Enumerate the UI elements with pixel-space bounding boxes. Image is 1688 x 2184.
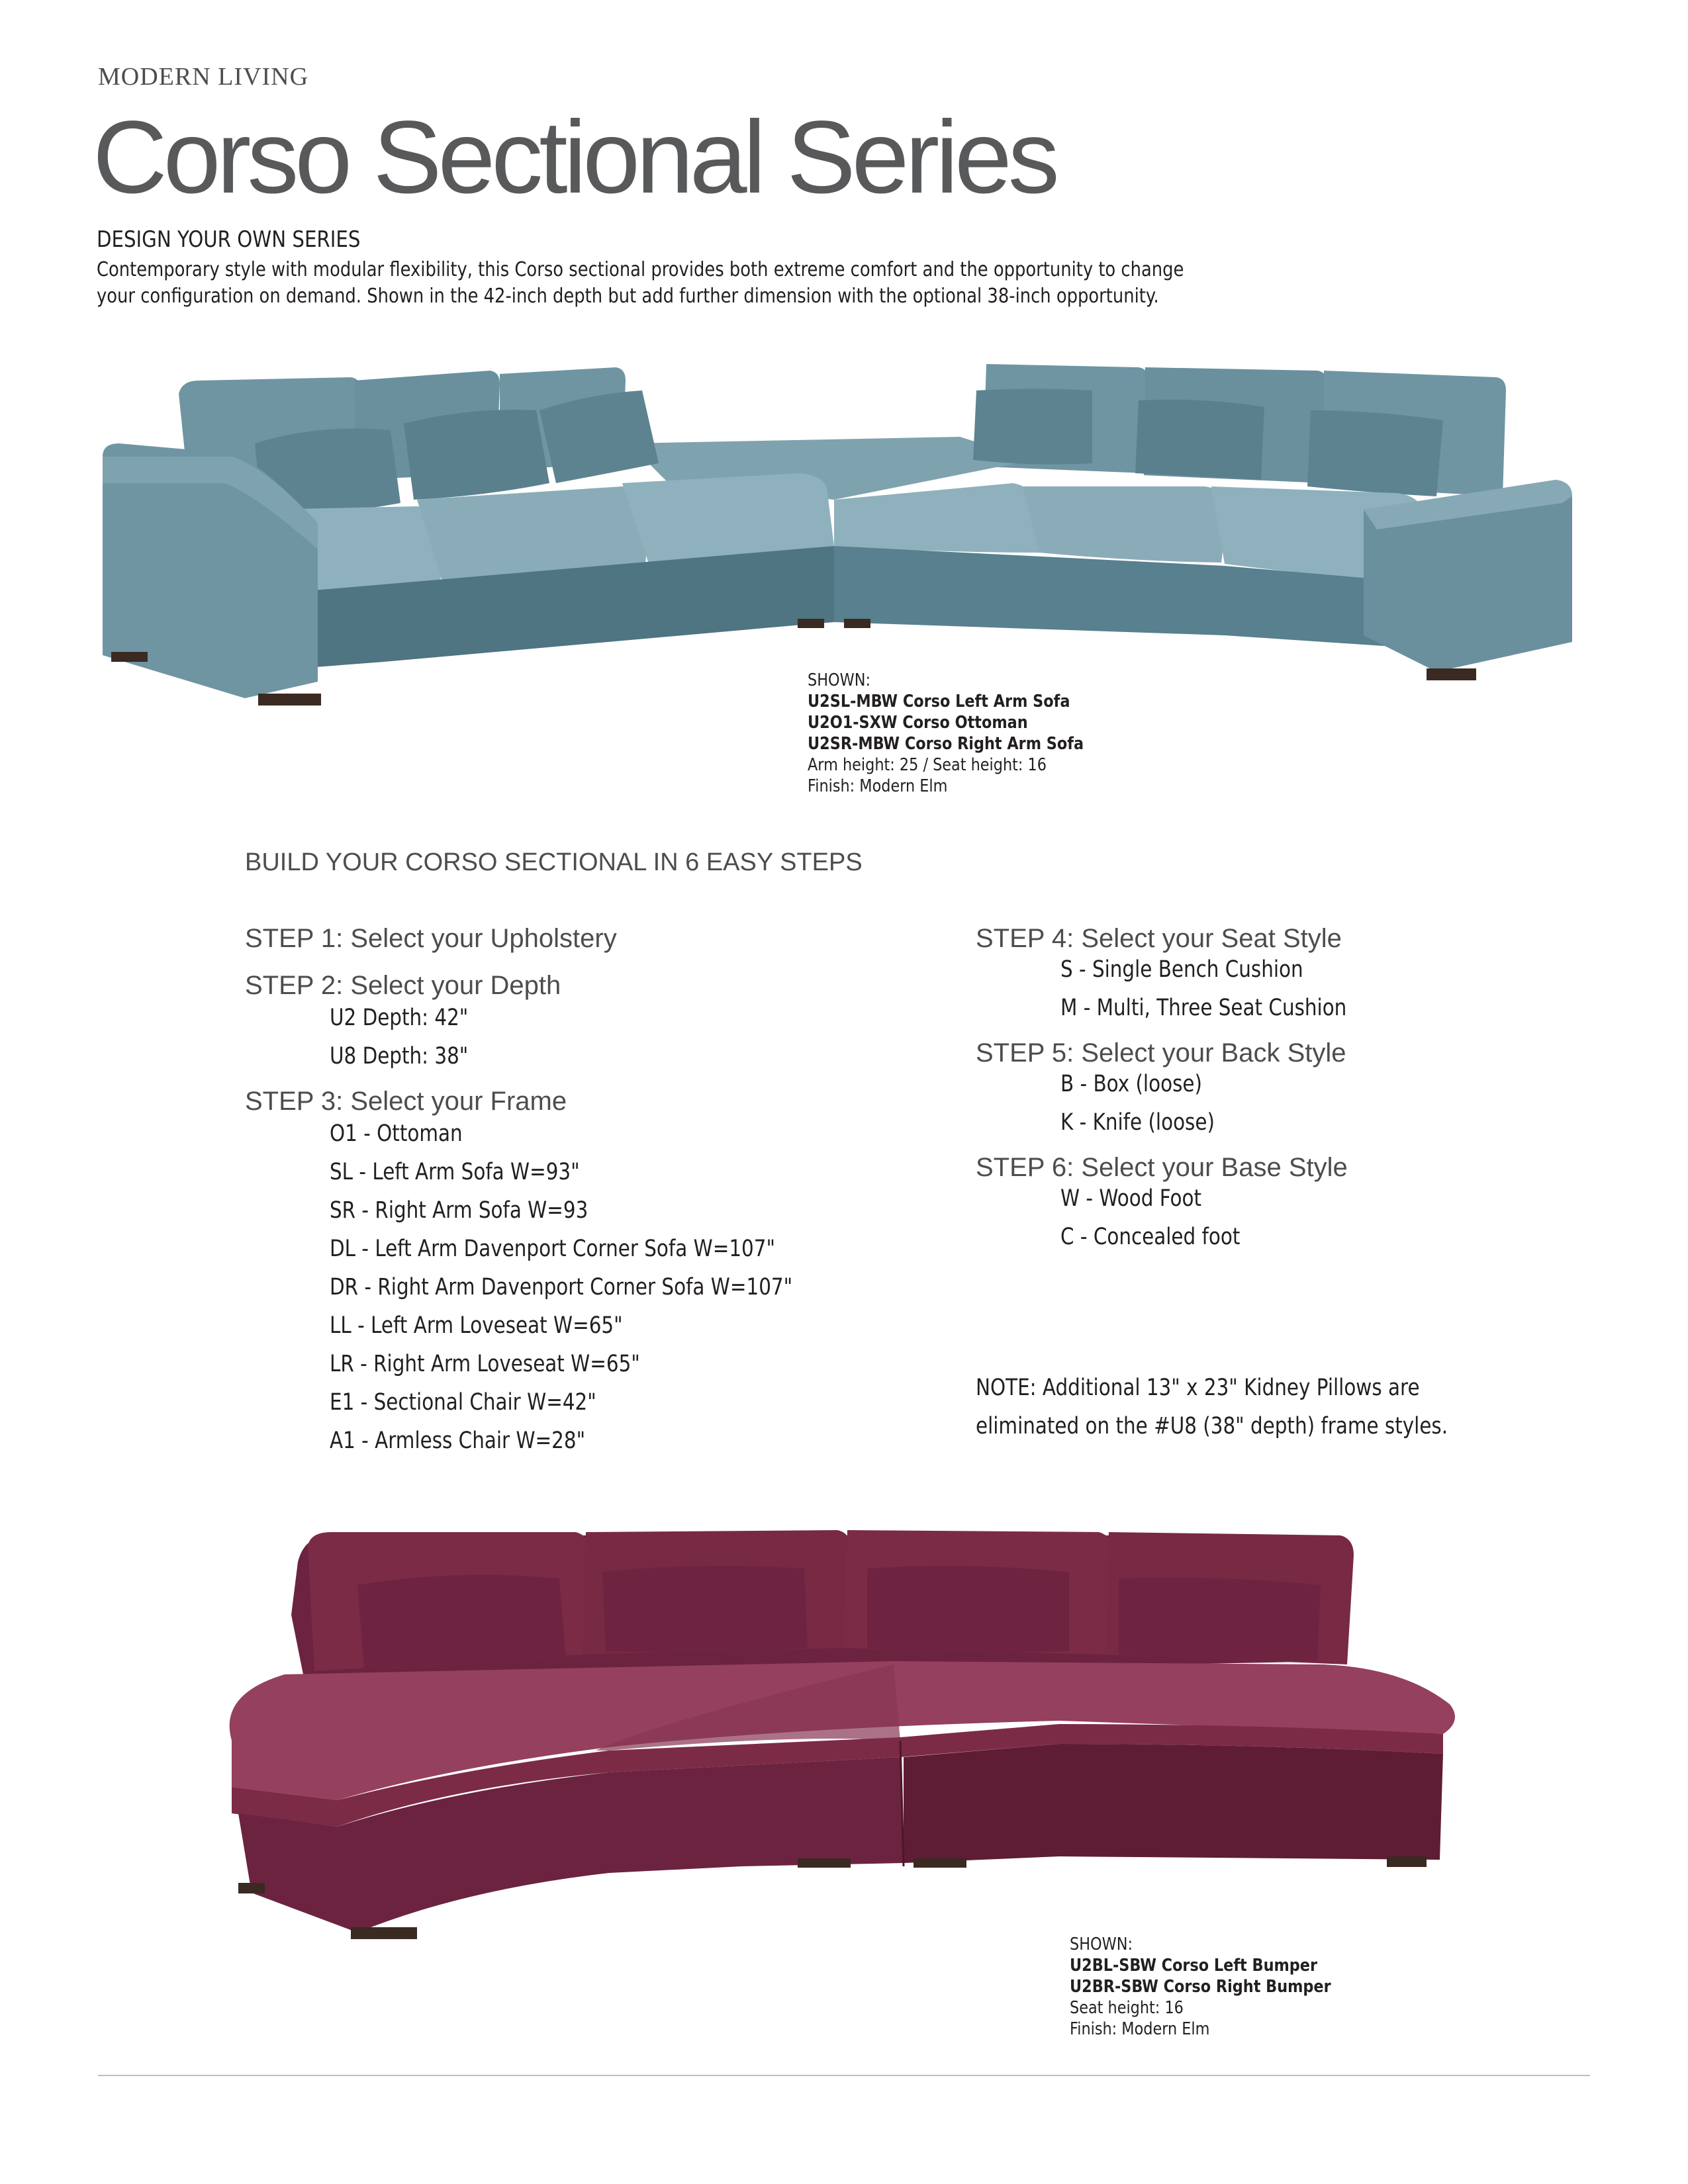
step-option: K - Knife (loose) (1060, 1109, 1215, 1136)
page-subtitle: DESIGN YOUR OWN SERIES (97, 226, 361, 253)
plum-sectional-image (199, 1522, 1483, 1979)
page-title: Corso Sectional Series (93, 100, 1056, 215)
step-4-options (1060, 956, 1401, 1033)
step-option: U2 Depth: 42" (330, 1005, 469, 1031)
build-heading: BUILD YOUR CORSO SECTIONAL IN 6 EASY STEPS (245, 848, 863, 876)
step-option: LL - Left Arm Loveseat W=65" (330, 1312, 623, 1339)
caption-label: SHOWN: (808, 670, 870, 690)
step-2-options (330, 1005, 880, 1081)
caption-item: U2SR-MBW Corso Right Arm Sofa (808, 734, 1084, 754)
caption-label: SHOWN: (1070, 1934, 1133, 1954)
step-option: A1 - Armless Chair W=28" (330, 1428, 586, 1454)
step-option: C - Concealed foot (1060, 1224, 1241, 1250)
caption-item: U2BL-SBW Corso Left Bumper (1070, 1956, 1317, 1976)
step-5-title: STEP 5: Select your Back Style (976, 1038, 1346, 1068)
step-option: M - Multi, Three Seat Cushion (1060, 995, 1347, 1021)
caption-item: U2BR-SBW Corso Right Bumper (1070, 1977, 1331, 1997)
step-4-title: STEP 4: Select your Seat Style (976, 924, 1342, 953)
photo2-caption (1070, 1934, 1331, 2040)
caption-item: U2SL-MBW Corso Left Arm Sofa (808, 692, 1070, 711)
caption-spec: Seat height: 16 (1070, 1998, 1184, 2018)
step-1-title: STEP 1: Select your Upholstery (245, 924, 617, 953)
step-2-title: STEP 2: Select your Depth (245, 971, 561, 1000)
step-3-title: STEP 3: Select your Frame (245, 1087, 567, 1116)
step-option: O1 - Ottoman (330, 1120, 463, 1147)
step-option: SL - Left Arm Sofa W=93" (330, 1159, 580, 1185)
step-option: DR - Right Arm Davenport Corner Sofa W=107" (330, 1274, 793, 1300)
note-line: NOTE: Additional 13" x 23" Kidney Pillows are (976, 1375, 1420, 1401)
kidney-pillow-note (976, 1369, 1448, 1445)
caption-spec: Arm height: 25 / Seat height: 16 (808, 755, 1047, 775)
caption-item: U2O1-SXW Corso Ottoman (808, 713, 1028, 733)
section-kicker: MODERN LIVING (98, 63, 309, 91)
steps-left-column (245, 924, 880, 1466)
step-option: LR - Right Arm Loveseat W=65" (330, 1351, 640, 1377)
step-6-options (1060, 1185, 1401, 1262)
note-line: eliminated on the #U8 (38" depth) frame styles. (976, 1413, 1448, 1439)
step-3-options (330, 1120, 880, 1466)
photo1-caption (808, 670, 1084, 797)
step-6-title: STEP 6: Select your Base Style (976, 1153, 1348, 1182)
intro-line: your configuration on demand. Shown in the 42-inch depth but add further dimension with the optional 38-inch opportunity. (97, 285, 1159, 308)
intro-paragraph (97, 257, 1252, 310)
caption-spec: Finish: Modern Elm (808, 776, 948, 796)
step-5-options (1060, 1071, 1401, 1148)
steps-right-column (976, 924, 1401, 1262)
step-option: E1 - Sectional Chair W=42" (330, 1389, 596, 1416)
caption-spec: Finish: Modern Elm (1070, 2019, 1210, 2039)
step-option: U8 Depth: 38" (330, 1043, 469, 1069)
intro-line: Contemporary style with modular flexibility, this Corso sectional provides both extreme comfort and the opportunity to change (97, 258, 1184, 281)
step-option: B - Box (loose) (1060, 1071, 1202, 1097)
footer-divider (98, 2075, 1590, 2076)
step-option: DL - Left Arm Davenport Corner Sofa W=107" (330, 1236, 775, 1262)
step-option: W - Wood Foot (1060, 1185, 1202, 1212)
plum-sectional-photo (199, 1522, 1483, 1979)
step-option: SR - Right Arm Sofa W=93 (330, 1197, 588, 1224)
step-option: S - Single Bench Cushion (1060, 956, 1303, 983)
